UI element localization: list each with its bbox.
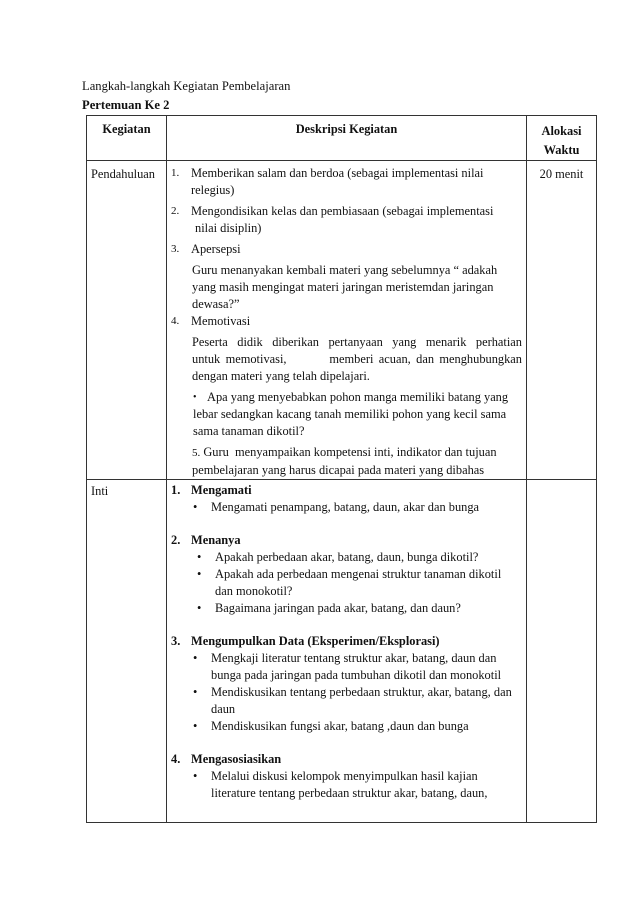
item-number: 1. <box>171 167 180 179</box>
item-number: 1. <box>171 483 181 497</box>
item-text-line: nilai disiplin) <box>195 221 262 235</box>
header-allocation-line2: Waktu <box>543 143 580 157</box>
list-item <box>171 600 522 617</box>
bullet-text: Bagaimana jaringan pada akar, batang, dan daun? <box>215 601 461 615</box>
stage-pendahuluan: Pendahuluan <box>87 161 167 480</box>
meeting-title: Pertemuan Ke 2 <box>82 98 170 112</box>
paragraph-line: dengan materi yang telah dipelajari. <box>192 369 370 383</box>
lesson-table <box>86 115 597 823</box>
bullet-text: Apakah perbedaan akar, batang, daun, bunga dikotil? <box>215 550 479 564</box>
kompetensi-text <box>171 444 522 479</box>
bullet-text <box>211 684 522 718</box>
bullet-icon: • <box>193 500 198 514</box>
item-number: 4. <box>171 752 181 766</box>
description-inti <box>167 480 527 823</box>
section-title: Mengumpulkan Data (Eksperimen/Eksplorasi) <box>191 634 440 648</box>
list-item <box>171 499 522 516</box>
bullet-icon: • <box>197 567 202 581</box>
paragraph-line: Apa yang menyebabkan pohon manga memiliki batang yang <box>207 390 509 404</box>
item-number: 2. <box>171 533 181 547</box>
paragraph-line <box>192 444 522 462</box>
table-row-inti <box>87 480 597 823</box>
section-title: Menanya <box>191 533 241 547</box>
bullet-icon: • <box>197 601 202 615</box>
bullet-icon: • <box>193 769 198 783</box>
bullet-text <box>215 566 522 600</box>
paragraph-line: lebar sedangkan kacang tanah memiliki pohon yang kecil sama <box>193 407 507 421</box>
paragraph-line: literature tentang perbedaan struktur akar, batang, daun, <box>211 786 488 800</box>
bullet-icon: • <box>197 550 202 564</box>
bullet-text <box>211 768 522 802</box>
section-title: Mengasosiasikan <box>191 752 282 766</box>
list-item <box>171 566 522 600</box>
list-item <box>171 165 522 199</box>
section-title: Mengamati <box>191 483 252 497</box>
bullet-icon: • <box>193 392 197 403</box>
paragraph-line: Mendiskusikan tentang perbedaan struktur, akar, batang, dan <box>211 685 512 699</box>
list-item <box>171 549 522 566</box>
paragraph-line: Guru menanyakan kembali materi yang sebelumnya “ adakah <box>192 263 498 277</box>
paragraph-line: Apakah ada perbedaan mengenai struktur tanaman dikotil <box>215 567 502 581</box>
list-item <box>171 751 522 768</box>
paragraph-line: Melalui diskusi kelompok menyimpulkan hasil kajian <box>211 769 478 783</box>
item-number: 4. <box>171 315 180 327</box>
list-item <box>171 633 522 650</box>
item-text <box>191 203 522 237</box>
item-text-line: Memberikan salam dan berdoa (sebagai implementasi nilai <box>191 166 484 180</box>
bullet-text: Mengamati penampang, batang, daun, akar dan bunga <box>211 500 480 514</box>
bullet-icon: • <box>193 685 198 699</box>
header-allocation <box>527 116 597 161</box>
paragraph-line: Peserta didik diberikan pertanyaan yang menarik perhatian <box>192 335 522 349</box>
list-item <box>171 241 522 258</box>
paragraph-line: pembelajaran yang harus dicapai pada materi yang dibahas <box>192 463 485 477</box>
list-item <box>171 313 522 330</box>
header-activity: Kegiatan <box>87 116 167 161</box>
apersepsi-text <box>171 262 522 313</box>
list-item <box>171 684 522 718</box>
list-item <box>171 532 522 549</box>
paragraph-line: dan monokotil? <box>215 584 293 598</box>
list-item <box>171 718 522 735</box>
page-heading: Langkah-langkah Kegiatan Pembelajaran <box>82 79 291 93</box>
paragraph-line: daun <box>211 702 236 716</box>
table-row-pendahuluan <box>87 161 597 480</box>
paragraph-line: dewasa?” <box>192 297 240 311</box>
item-text: Apersepsi <box>191 242 241 256</box>
description-pendahuluan <box>167 161 527 480</box>
bullet-icon: • <box>193 719 198 733</box>
item-text-line: relegius) <box>191 183 235 197</box>
item-text: Memotivasi <box>191 314 251 328</box>
item-text: Guru menyampaikan kompetensi inti, indikator dan tujuan <box>200 445 497 459</box>
stage-inti: Inti <box>87 480 167 823</box>
bullet-text: Mendiskusikan fungsi akar, batang ,daun dan bunga <box>211 719 469 733</box>
item-number: 2. <box>171 205 180 217</box>
paragraph-line: bunga pada jaringan pada tumbuhan dikotil dan monokotil <box>211 668 502 682</box>
item-text <box>191 165 522 199</box>
table-header-row <box>87 116 597 161</box>
item-number: 3. <box>171 634 181 648</box>
paragraph-line: yang masih mengingat materi jaringan meristemdan jaringan <box>192 280 494 294</box>
bullet-text <box>211 650 522 684</box>
bullet-text <box>193 389 509 440</box>
list-item <box>171 768 522 802</box>
bullet-icon: • <box>193 651 198 665</box>
header-description: Deskripsi Kegiatan <box>167 116 527 161</box>
list-item <box>171 203 522 237</box>
paragraph-line: sama tanaman dikotil? <box>193 424 305 438</box>
item-text-line: Mengondisikan kelas dan pembiasaan (sebagai implementasi <box>191 204 494 218</box>
motivasi-text <box>171 334 522 385</box>
list-item <box>171 650 522 684</box>
list-item <box>171 389 522 440</box>
allocation-inti <box>527 480 597 823</box>
header-allocation-line1: Alokasi <box>541 124 582 138</box>
paragraph-line: Mengkaji literatur tentang struktur akar, batang, daun dan <box>211 651 497 665</box>
item-number: 5. <box>192 447 201 459</box>
list-item <box>171 482 522 499</box>
paragraph-line: untuk memotivasi, memberi acuan, dan menghubungkan <box>192 352 522 366</box>
item-number: 3. <box>171 243 180 255</box>
allocation-pendahuluan: 20 menit <box>527 161 597 480</box>
